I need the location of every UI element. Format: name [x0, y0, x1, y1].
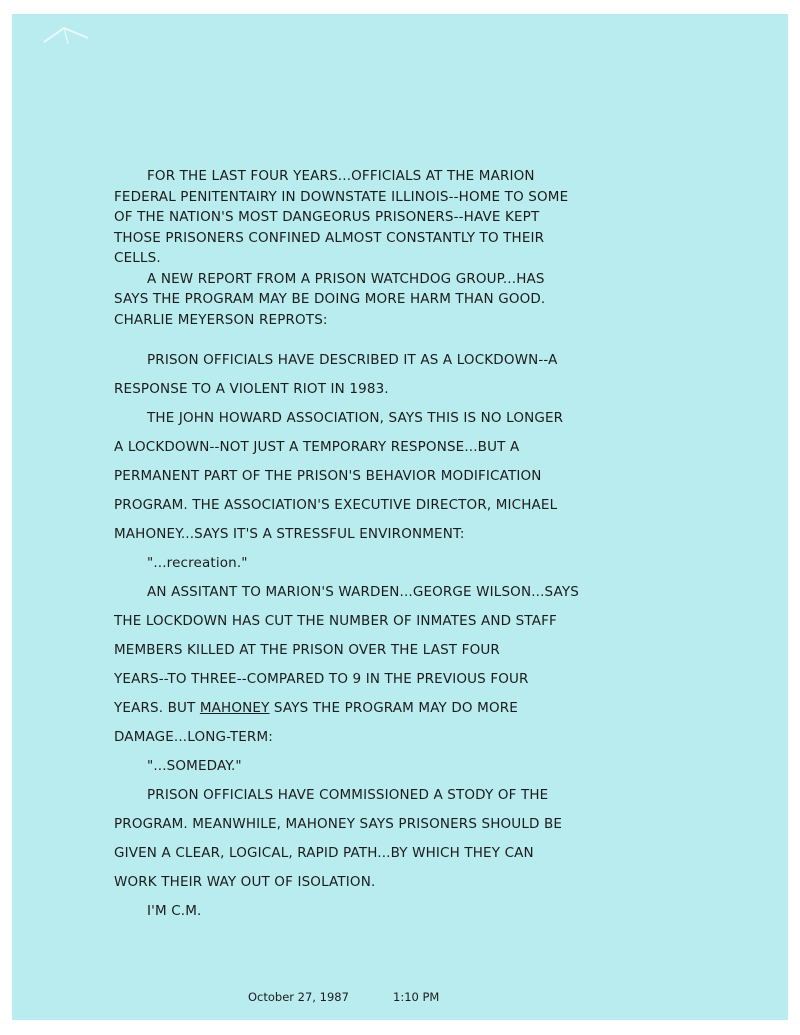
script-line: RESPONSE TO A VIOLENT RIOT IN 1983. [114, 381, 389, 397]
soundbite-cue-1: "...recreation." [147, 555, 248, 571]
script-line: PROGRAM. MEANWHILE, MAHONEY SAYS PRISONERS SHOULD BE [114, 816, 563, 832]
script-line: MEMBERS KILLED AT THE PRISON OVER THE LAST FOUR [114, 642, 500, 658]
paper-fold-mark [42, 22, 92, 52]
script-line: YEARS--TO THREE--COMPARED TO 9 IN THE PREVIOUS FOUR [114, 671, 529, 687]
body-paragraph-3 [114, 578, 614, 752]
script-line: SAYS THE PROGRAM MAY BE DOING MORE HARM THAN GOOD. [114, 291, 546, 307]
script-line: A LOCKDOWN--NOT JUST A TEMPORARY RESPONSE...BUT A [114, 439, 520, 455]
footer-date: October 27, 1987 [248, 990, 349, 1004]
reporter-signoff: I'M C.M. [147, 903, 202, 919]
script-line: PROGRAM. THE ASSOCIATION'S EXECUTIVE DIRECTOR, MICHAEL [114, 497, 558, 513]
script-line: FOR THE LAST FOUR YEARS...OFFICIALS AT THE MARION [147, 168, 535, 184]
body-paragraph-1 [114, 346, 614, 404]
body-paragraph-2 [114, 404, 614, 549]
script-line: THE LOCKDOWN HAS CUT THE NUMBER OF INMATES AND STAFF [114, 613, 557, 629]
script-line: OF THE NATION'S MOST DANGEORUS PRISONERS--HAVE KEPT [114, 209, 540, 225]
script-line: MAHONEY...SAYS IT'S A STRESSFUL ENVIRONMENT: [114, 526, 465, 542]
script-line: PRISON OFFICIALS HAVE DESCRIBED IT AS A LOCKDOWN--A [147, 352, 558, 368]
script-line: THE JOHN HOWARD ASSOCIATION, SAYS THIS IS NO LONGER [147, 410, 564, 426]
script-text: YEARS. BUT [114, 700, 200, 716]
intro-paragraph-1 [114, 166, 614, 269]
script-line: CELLS. [114, 250, 161, 266]
script-line: A NEW REPORT FROM A PRISON WATCHDOG GROUP...HAS [147, 270, 545, 287]
script-line: THOSE PRISONERS CONFINED ALMOST CONSTANTLY TO THEIR [114, 229, 545, 246]
news-script [114, 166, 614, 926]
body-paragraph-4 [114, 781, 614, 897]
script-line: GIVEN A CLEAR, LOGICAL, RAPID PATH...BY WHICH THEY CAN [114, 845, 534, 861]
script-line: CHARLIE MEYERSON REPROTS: [114, 311, 328, 328]
script-line: PERMANENT PART OF THE PRISON'S BEHAVIOR MODIFICATION [114, 468, 542, 484]
script-line: WORK THEIR WAY OUT OF ISOLATION. [114, 874, 376, 890]
soundbite-cue-2: "...SOMEDAY." [147, 758, 242, 774]
script-line: AN ASSITANT TO MARION'S WARDEN...GEORGE WILSON...SAYS [147, 584, 579, 600]
intro-paragraph-2 [114, 269, 614, 331]
script-page [12, 14, 788, 1020]
script-text: SAYS THE PROGRAM MAY DO MORE [269, 700, 518, 716]
script-line: PRISON OFFICIALS HAVE COMMISSIONED A STODY OF THE [147, 787, 549, 803]
script-line [114, 694, 614, 723]
footer-time: 1:10 PM [393, 990, 440, 1004]
script-line: DAMAGE...LONG-TERM: [114, 729, 273, 745]
underlined-name: MAHONEY [199, 700, 270, 716]
script-line: FEDERAL PENITENTAIRY IN DOWNSTATE ILLINOIS--HOME TO SOME [114, 188, 569, 205]
